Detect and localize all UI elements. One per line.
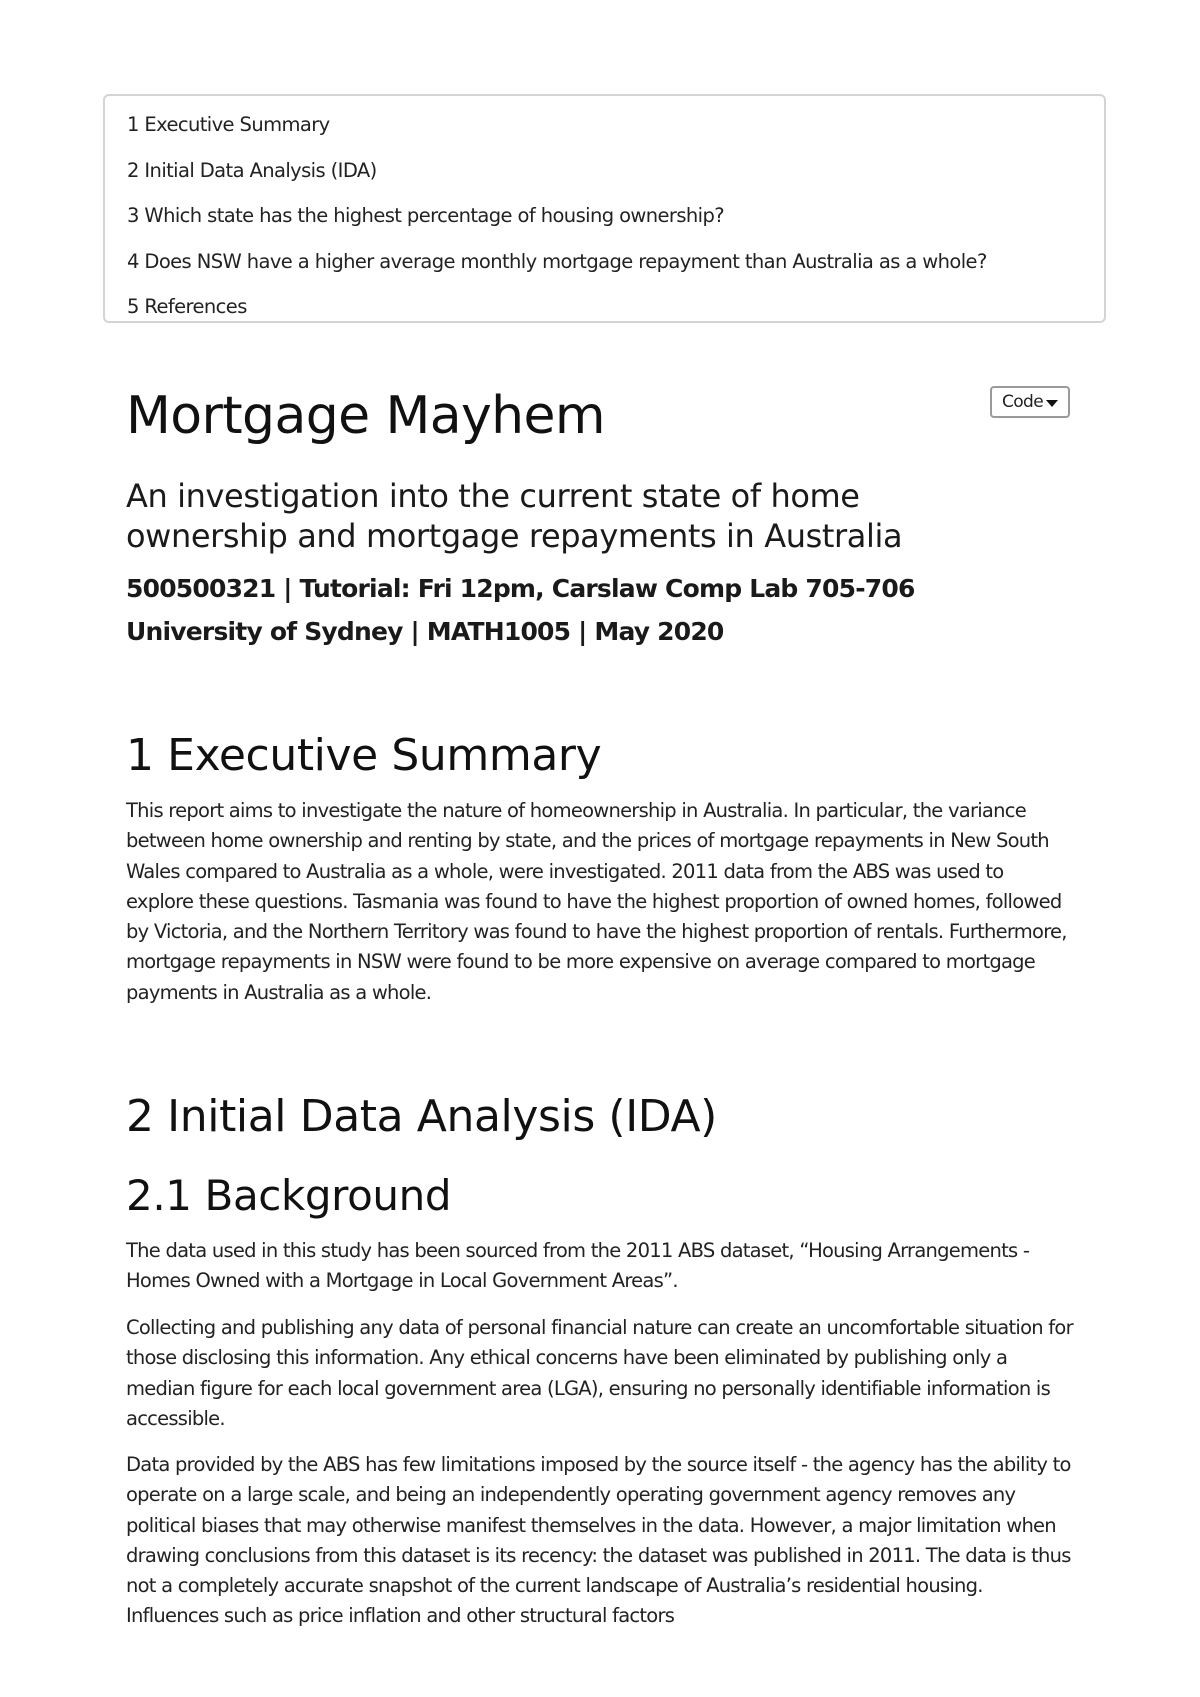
- institution-line: University of Sydney | MATH1005 | May 2020: [126, 617, 724, 646]
- toc-link-executive-summary[interactable]: 1 Executive Summary: [127, 113, 330, 136]
- background-paragraph-source: The data used in this study has been sourced from the 2011 ABS dataset, “Housing Arrangements - Homes Owned with a Mortgage in Local Government Areas”.: [126, 1239, 1030, 1293]
- background-paragraph-limitations: Data provided by the ABS has few limitations imposed by the source itself - the agency has the ability to operate on a large scale, and being an independently operating government agency removes any political biases that may otherwise manifest themselves in the data. However, a major limitation when drawing conclusions from this dataset is its recency: the dataset was published in 2011. The data is thus not a completely accurate snapshot of the current landscape of Australia’s residential housing. Influences such as price inflation and other structural factors: [126, 1453, 1071, 1628]
- toc-link-initial-data-analysis[interactable]: 2 Initial Data Analysis (IDA): [127, 158, 377, 182]
- code-button-label: Code: [1001, 392, 1044, 412]
- toc-link-references[interactable]: 5 References: [127, 295, 247, 318]
- toc-link-mortgage-repayment[interactable]: 4 Does NSW have a higher average monthly mortgage repayment than Australia as a whole?: [127, 249, 987, 273]
- table-of-contents: [103, 94, 1106, 323]
- executive-summary-heading: 1 Executive Summary: [126, 730, 602, 781]
- author-line: 500500321 | Tutorial: Fri 12pm, Carslaw Comp Lab 705-706: [126, 574, 915, 603]
- toc-link-housing-ownership[interactable]: 3 Which state has the highest percentage of housing ownership?: [127, 204, 724, 227]
- report-subtitle: An investigation into the current state of home ownership and mortgage repayments in Australia: [126, 477, 903, 555]
- caret-down-icon: [1046, 400, 1058, 407]
- executive-summary-text: This report aims to investigate the nature of homeownership in Australia. In particular, the variance between home ownership and renting by state, and the prices of mortgage repayments in New South Wales compared to Australia as a whole, were investigated. 2011 data from the ABS was used to explore these questions. Tasmania was found to have the highest proportion of owned homes, followed by Victoria, and the Northern Territory was found to have the highest proportion of rentals. Furthermore, mortgage repayments in NSW were found to be more expensive on average compared to mortgage payments in Australia as a whole.: [126, 799, 1067, 1004]
- code-dropdown-button[interactable]: [990, 386, 1070, 418]
- background-heading: 2.1 Background: [126, 1171, 452, 1220]
- ida-heading: 2 Initial Data Analysis (IDA): [126, 1091, 717, 1142]
- report-title: Mortgage Mayhem: [126, 386, 605, 446]
- background-paragraph-ethics: Collecting and publishing any data of personal financial nature can create an uncomfortable situation for those disclosing this information. Any ethical concerns have been eliminated by publishing only a median figure for each local government area (LGA), ensuring no personally identifiable information is accessible.: [126, 1316, 1073, 1430]
